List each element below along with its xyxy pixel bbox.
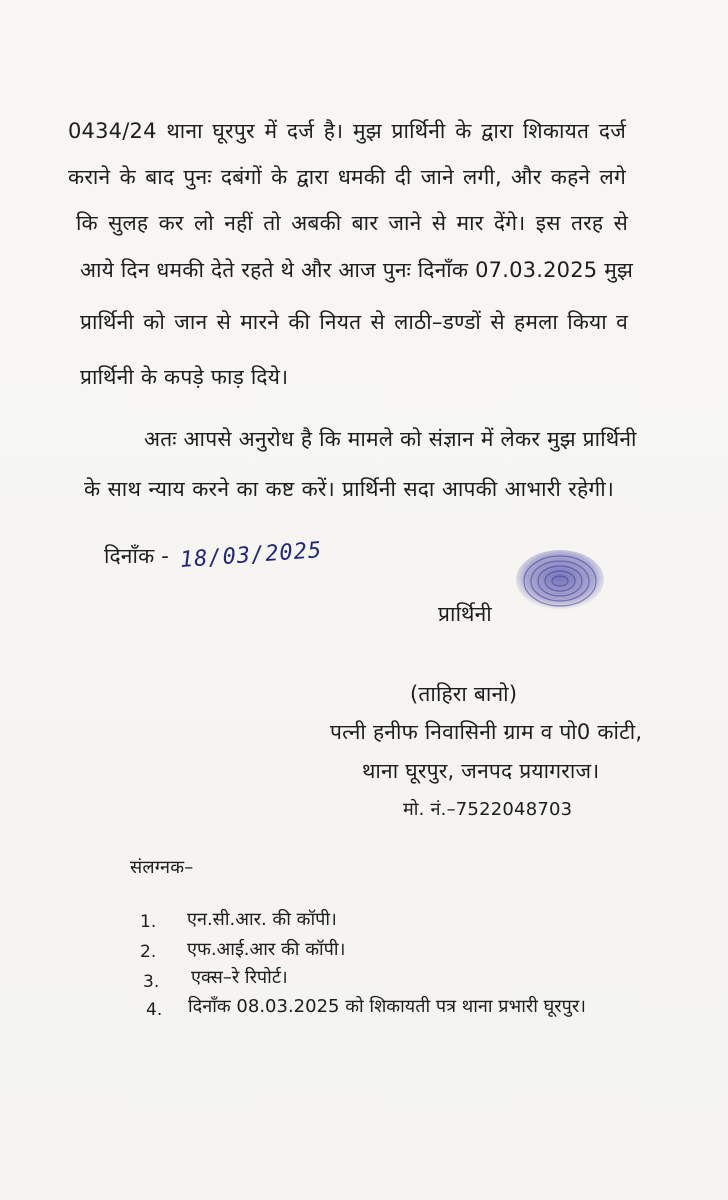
enclosures-heading: संलग्नक–	[130, 857, 194, 878]
paragraph-1-line-6: प्रार्थिनी के कपड़े फाड़ दिये।	[80, 365, 289, 389]
enclosure-item-4: दिनाँक 08.03.2025 को शिकायती पत्र थाना प्रभारी घूरपुर।	[188, 996, 587, 1017]
enclosure-item-2: एफ.आई.आर की कॉपी।	[187, 939, 346, 960]
date-label: दिनाँक -	[104, 544, 170, 568]
enclosure-number-2: 2.	[140, 942, 157, 962]
address-line-2: थाना घूरपुर, जनपद प्रयागराज।	[362, 759, 600, 783]
paragraph-1-line-5: प्रार्थिनी को जान से मारने की नियत से लाठी–डण्डों से हमला किया व	[80, 310, 628, 334]
paragraph-1-line-3: कि सुलह कर लो नहीं तो अबकी बार जाने से मार देंगे। इस तरह से	[76, 211, 628, 235]
paragraph-2-line-2: के साथ न्याय करने का कष्ट करें। प्रार्थिनी सदा आपकी आभारी रहेगी।	[84, 477, 614, 501]
enclosure-number-1: 1.	[140, 912, 157, 932]
enclosure-number-4: 4.	[146, 1000, 163, 1020]
date-value-handwritten: 18/03/2025	[179, 538, 323, 573]
paragraph-1-line-2: कराने के बाद पुनः दबंगों के द्वारा धमकी दी जाने लगी, और कहने लगे	[68, 165, 626, 189]
thumbprint-icon	[510, 545, 610, 615]
enclosure-number-3: 3.	[143, 972, 160, 992]
enclosure-item-3: एक्स–रे रिपोर्ट।	[191, 967, 288, 988]
paragraph-1-line-4: आये दिन धमकी देते रहते थे और आज पुनः दिनाँक 07.03.2025 मुझ	[80, 258, 634, 282]
paragraph-1-line-1: 0434/24 थाना घूरपुर में दर्ज है। मुझ प्रार्थिनी के द्वारा शिकायत दर्ज	[68, 119, 626, 143]
enclosure-item-1: एन.सी.आर. की कॉपी।	[187, 909, 337, 930]
paragraph-2-line-1: अतः आपसे अनुरोध है कि मामले को संज्ञान में लेकर मुझ प्रार्थिनी	[144, 427, 637, 451]
address-line-1: पत्नी हनीफ निवासिनी ग्राम व पो0 कांटी,	[330, 720, 643, 744]
mobile-number: मो. नं.–7522048703	[403, 799, 573, 820]
signatory-name: (ताहिरा बानो)	[410, 682, 518, 706]
signature-label: प्रार्थिनी	[438, 602, 492, 626]
